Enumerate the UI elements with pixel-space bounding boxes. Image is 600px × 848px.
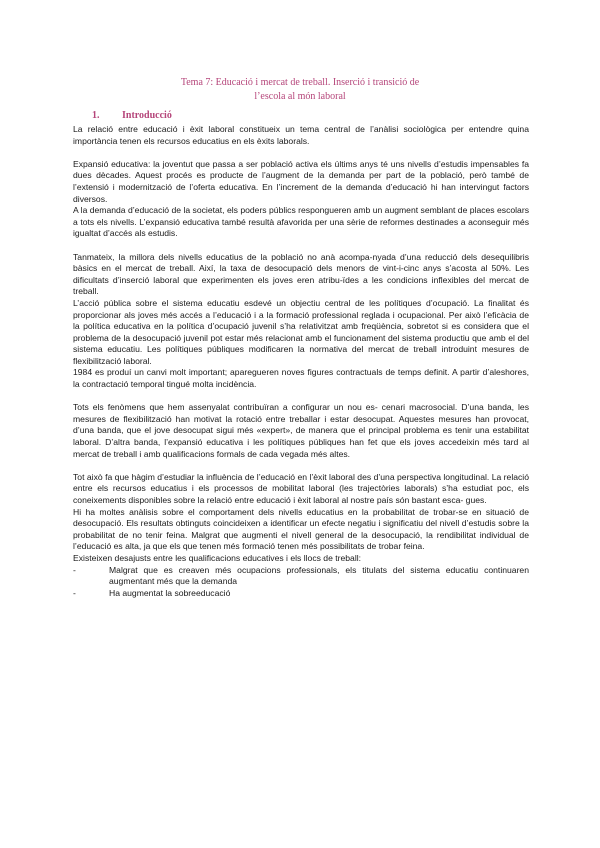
title-line-2: l’escola al món laboral	[254, 91, 346, 102]
section-heading	[92, 110, 172, 121]
section-number: 1.	[92, 110, 100, 121]
list-item	[73, 588, 529, 600]
paragraph-longitudinal: Tot això fa que hàgim d’estudiar la influència de l’educació en l’èxit laboral des d’una perspectiva longitudinal. La relació entre els recursos educatius i els processos de mobilitat laboral (les trajectòries laborals) s’ha estudiat poc, els coneixements disponibles sobre la relació entre educació i èxit laboral al nostre país són bastant esca- gues.	[73, 471, 529, 505]
spacer	[73, 460, 529, 472]
paragraph-intro: La relació entre educació i èxit laboral constitueix un tema central de l’anàlisi sociològica per entendre quina importància tenen els recursos educatius en els èxits laborals.	[73, 124, 529, 146]
paragraph-mismatch: Existeixen desajusts entre les qualificacions educatives i els llocs de treball:	[73, 552, 362, 563]
title-line-1: Tema 7: Educació i mercat de treball. Inserció i transició de	[180, 77, 420, 88]
paragraph-analysis: Hi ha moltes anàlisis sobre el comportament dels nivells educatius en la probabilitat de trobar-se en situació de desocupació. Els resultats obtinguts coincideixen a identificar un efecte negatiu i significatiu del nivell d’estudis sobre la probabilitat de no tenir feina. Malgrat que augmenti el nivell general de la desocupació, la rendibilitat individual de l’educació es alta, ja que els que tenen més formació tenen més possibilitats de trobar feina.	[73, 506, 529, 552]
spacer	[73, 391, 529, 403]
paragraph-demand: A la demanda d’educació de la societat, els poders públics respongueren amb un augment semblant de places escolars a tots els nivells. L’expansió educativa també resultà afavorida per una sèrie de reformes destinades a aconseguir més igualtat d’accés als estudis.	[73, 205, 529, 239]
document-title	[60, 76, 540, 104]
section-title: Introducció	[122, 110, 172, 121]
spacer	[73, 240, 529, 252]
list-item-text: Malgrat que es creaven més ocupacions professionals, els titulats del sistema educatiu continuaren augmentant més que la demanda	[109, 564, 529, 587]
list-item	[73, 565, 529, 588]
paragraph-1984: 1984 es produí un canvi molt important; aparegueren noves figures contractuals de temps definit. A partir d’aleshores, la contractació temporal tingué molta incidència.	[73, 367, 529, 390]
list-item-text: Ha augmentat la sobreeducació	[109, 587, 231, 598]
document-body	[73, 124, 529, 599]
paragraph-labour-market: Tanmateix, la millora dels nivells educatius de la població no anà acompa-nyada d’una reducció dels desequilibris bàsics en el mercat de treball. Així, la taxa de desocupació dels menors de vint-i-cinc anys s’acosta al 50%. Les dificultats d’inserció laboral que experimenten els joves eren atribu-ïdes a les condicions inflexibles del mercat de treball.	[73, 251, 529, 297]
list-marker: -	[73, 587, 76, 598]
paragraph-expansion: Expansió educativa: la joventut que passa a ser població activa els últims anys té uns nivells d’estudis impensables fa dues dècades. Aquest procés es producte de l’augment de la demanda per part de la població, però també de l’extensió i modernització de l’oferta educativa. En l’increment de la demanda d’educació hi han intervingut factors diversos.	[73, 158, 529, 204]
paragraph-scenario: Tots els fenòmens que hem assenyalat contribuïran a configurar un nou es- cenari macrosocial. D’una banda, les mesures de flexibilització han motivat la rotació entre treballar i estar desocupat. Aquestes mesures han provocat, d’una banda, que el jove desocupat sigui més «expert», de manera que el principal problema es tenir una estabilitat laboral. D’altra banda, l’expansió educativa i les polítiques públiques han fet que els joves accedeixin més tard al mercat de treball i amb qualificacions formals de cada vegada més altes.	[73, 402, 529, 459]
spacer	[73, 147, 529, 159]
paragraph-public-action: L’acció pública sobre el sistema educatiu esdevé un objectiu central de les polítiques d’ocupació. La finalitat és proporcionar als joves més accés a l’educació i a la formació professional reglada i ocupacional. Per això l’eficàcia de la política educativa en la política d’ocupació juvenil s’ha relativitzat amb freqüència, sobretot si es considera que el problema de la desocupació juvenil pot estar més relacionat amb el funcionament del sistema productiu que amb el del sistema educatiu. Les polítiques públiques modificaren la normativa del mercat de treball introduint mesures de flexibilització laboral.	[73, 297, 529, 366]
list-marker: -	[73, 564, 76, 575]
